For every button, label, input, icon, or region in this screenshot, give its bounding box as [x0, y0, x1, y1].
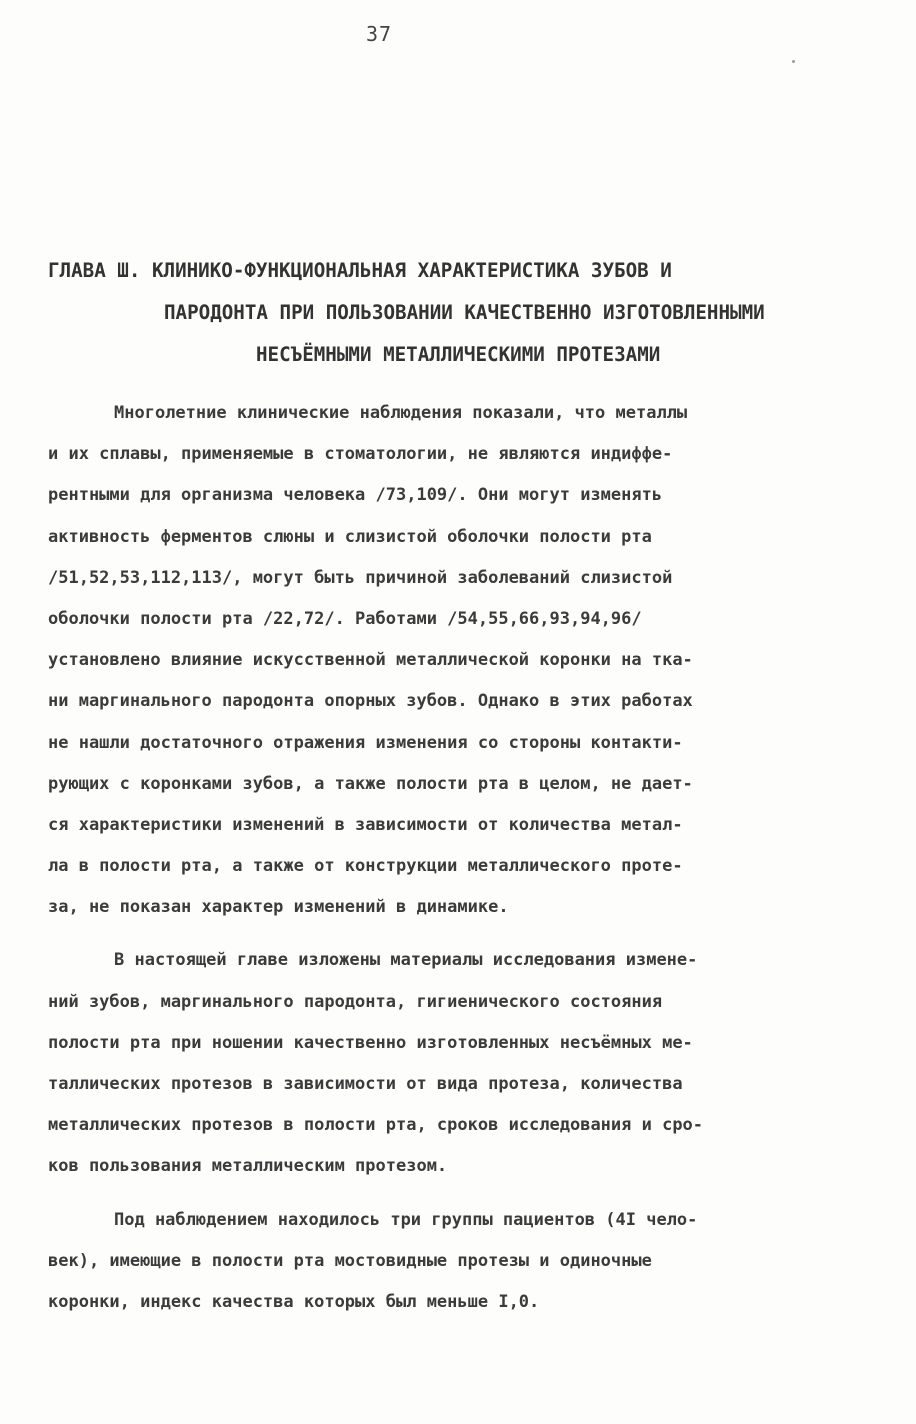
body-text — [48, 393, 868, 1335]
text-line: ла в полости рта, а также от конструкции металлического проте- — [48, 856, 683, 877]
text-line: Под наблюдением находилось три группы пациентов (4I чело- — [114, 1209, 698, 1230]
text-line: рующих с коронками зубов, а также полости рта в целом, не дает- — [48, 773, 693, 794]
text-line: ся характеристики изменений в зависимости от количества метал- — [48, 814, 683, 835]
text-line: полости рта при ношении качественно изготовленных несъёмных ме- — [48, 1032, 693, 1053]
paragraph — [48, 940, 868, 1187]
scan-speck — [792, 60, 795, 63]
chapter-heading-line: ГЛАВА Ш. КЛИНИКО-ФУНКЦИОНАЛЬНАЯ ХАРАКТЕРИСТИКА ЗУБОВ И — [48, 259, 672, 282]
chapter-heading-line: ПАРОДОНТА ПРИ ПОЛЬЗОВАНИИ КАЧЕСТВЕННО ИЗГОТОВЛЕННЫМИ — [164, 301, 765, 324]
text-line: и их сплавы, применяемые в стоматологии, не являются индиффе- — [48, 444, 673, 465]
chapter-heading — [48, 250, 868, 376]
text-line: рентными для организма человека /73,109/. Они могут изменять — [48, 485, 663, 506]
text-line: оболочки полости рта /22,72/. Работами /54,55,66,93,94,96/ — [48, 608, 642, 629]
text-line: за, не показан характер изменений в динамике. — [48, 897, 509, 918]
text-line: коронки, индекс качества которых был меньше I,0. — [48, 1291, 540, 1312]
text-line: Многолетние клинические наблюдения показали, что металлы — [114, 403, 688, 423]
text-line: ний зубов, маргинального пародонта, гигиенического состояния — [48, 991, 663, 1012]
text-line: активность ферментов слюны и слизистой оболочки полости рта — [48, 526, 652, 547]
text-line: В настоящей главе изложены материалы исследования измене- — [114, 950, 698, 971]
chapter-heading-line: НЕСЪЁМНЫМИ МЕТАЛЛИЧЕСКИМИ ПРОТЕЗАМИ — [256, 343, 661, 366]
text-line: металлических протезов в полости рта, сроков исследования и сро- — [48, 1115, 704, 1136]
text-line: век), имеющие в полости рта мостовидные протезы и одиночные — [48, 1250, 652, 1271]
text-line: таллических протезов в зависимости от вида протеза, количества — [48, 1074, 683, 1094]
text-line: ни маргинального пародонта опорных зубов. Однако в этих работах — [48, 691, 693, 712]
paragraph — [48, 1200, 868, 1324]
page-number: 37 — [366, 22, 393, 46]
paragraph — [48, 393, 868, 928]
text-line: ков пользования металлическим протезом. — [48, 1156, 448, 1177]
text-line: /51,52,53,112,113/, могут быть причиной заболеваний слизистой — [48, 567, 673, 588]
text-line: не нашли достаточного отражения изменения со стороны контакти- — [48, 732, 683, 753]
text-line: установлено влияние искусственной металлической коронки на тка- — [48, 650, 693, 671]
